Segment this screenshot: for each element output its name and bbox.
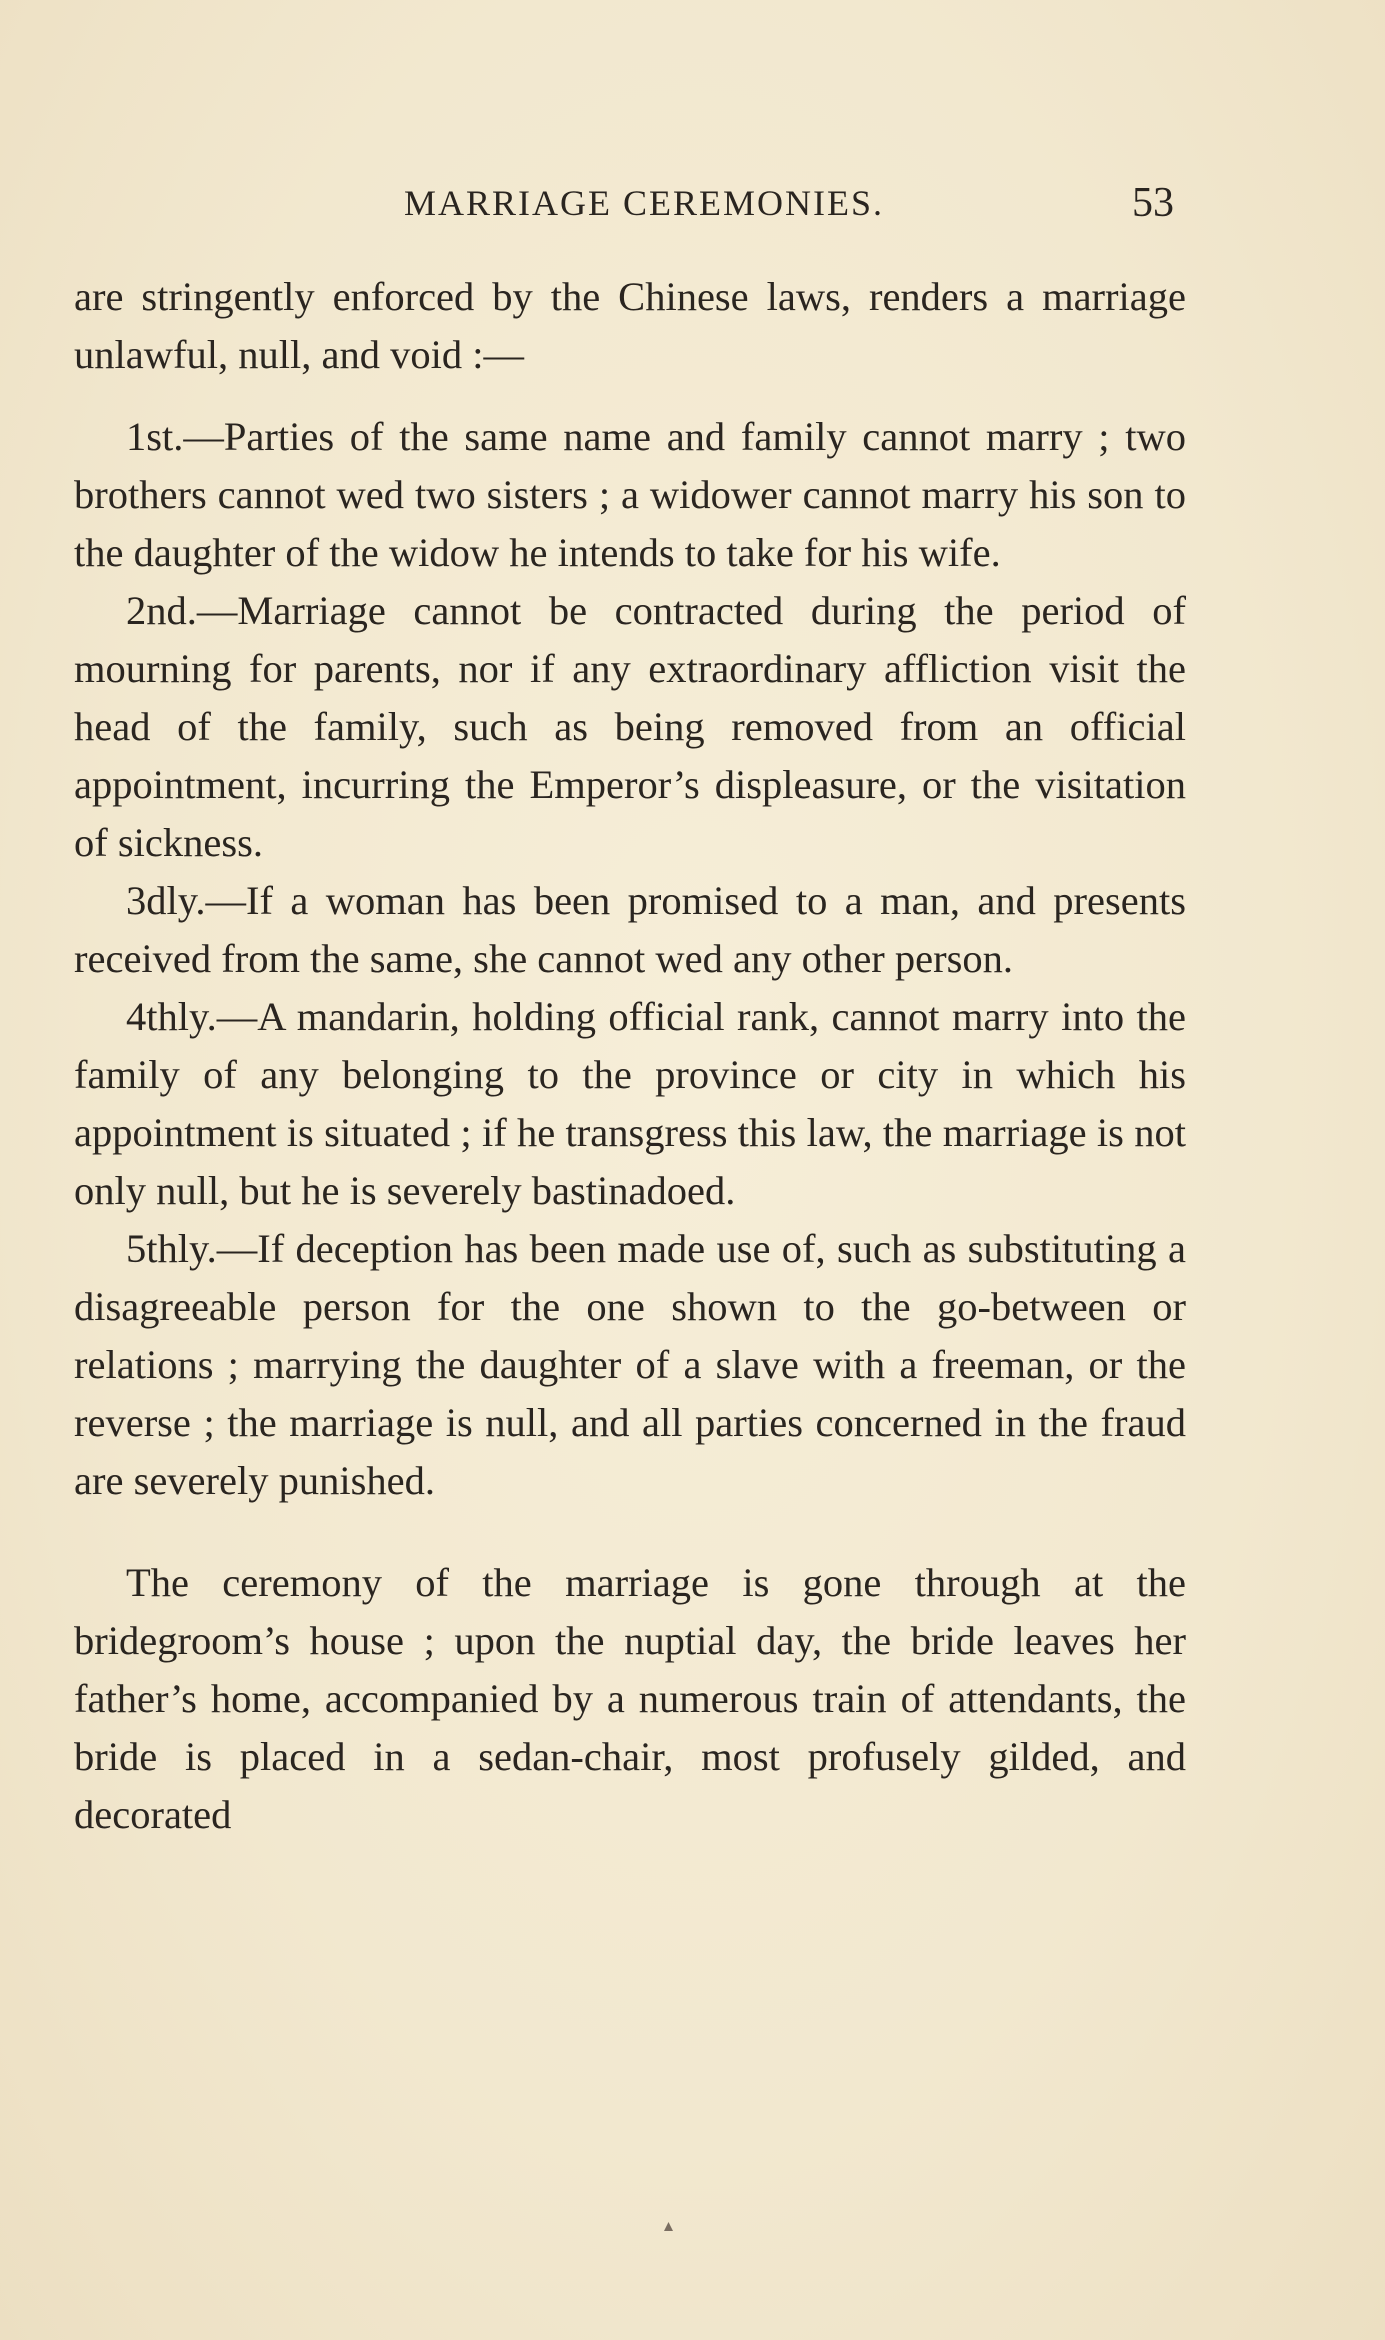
running-title: MARRIAGE CEREMONIES. [403,183,884,223]
page-header [74,178,1174,228]
paragraph-second-rule: 2nd.—Marriage cannot be contracted during the period of mourning for parents, nor if any extraordinary affliction visit the head of the family, such as being removed from an official appointment, incurring the Emperor’s displeasure, or the visitation of sickness. [74,588,1186,865]
body-text [74,268,1186,1844]
page-number: 53 [1132,180,1174,226]
paragraph-first-rule: 1st.—Parties of the same name and family cannot marry ; two brothers cannot wed two sisters ; a widower cannot marry his son to the daughter of the widow he intends to take for his wife. [74,414,1186,575]
paragraph-third-rule: 3dly.—If a woman has been promised to a man, and presents received from the same, she cannot wed any other person. [74,878,1186,981]
paragraph-intro: are stringently enforced by the Chinese laws, renders a marriage unlawful, null, and void :— [74,274,1186,377]
paragraph-fifth-rule: 5thly.—If deception has been made use of, such as substituting a disagreeable person for the one shown to the go-between or relations ; marrying the daughter of a slave with a freeman, or the reverse ; the marriage is null, and all parties concerned in the fraud are severely punished. [74,1226,1186,1503]
print-speck [664,2222,673,2231]
paragraph-ceremony: The ceremony of the marriage is gone through at the bridegroom’s house ; upon the nuptial day, the bride leaves her father’s home, accompanied by a numerous train of attendants, the bride is placed in a sedan-chair, most profusely gilded, and decorated [74,1560,1186,1837]
paragraph-fourth-rule: 4thly.—A mandarin, holding official rank, cannot marry into the family of any belonging to the province or city in which his appointment is situated ; if he transgress this law, the marriage is not only null, but he is severely bastinadoed. [74,994,1186,1213]
